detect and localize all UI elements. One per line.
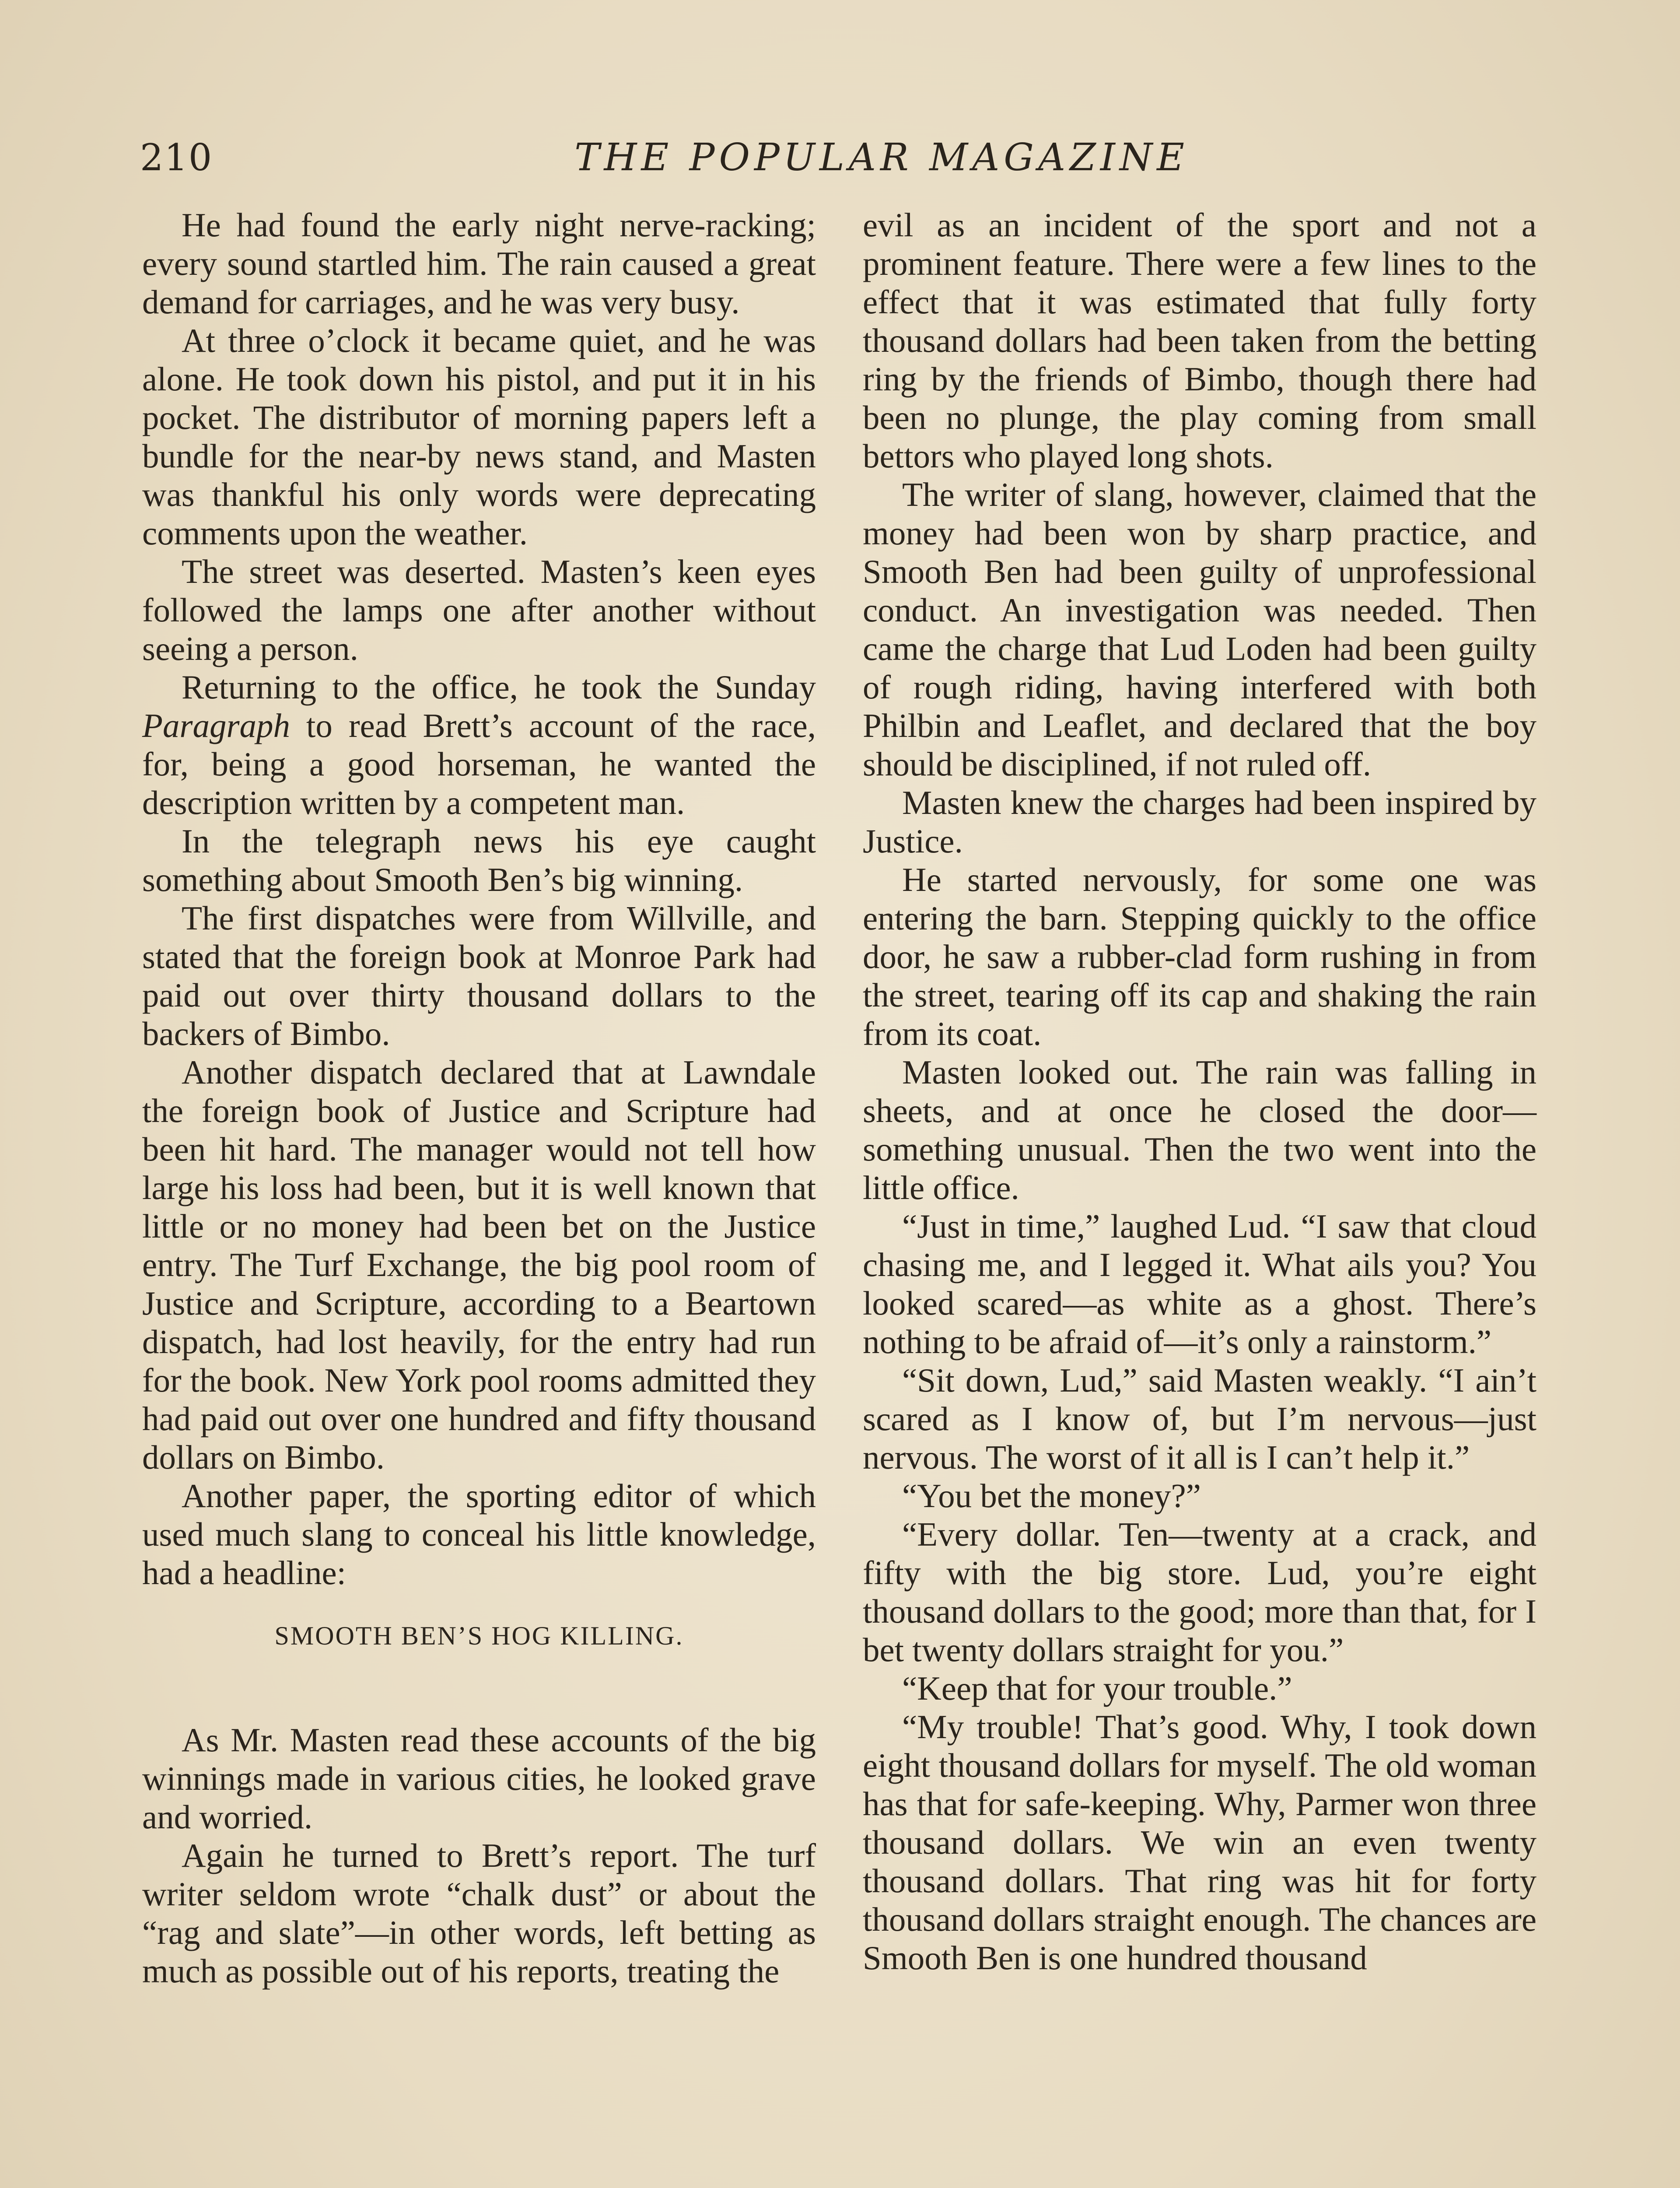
paragraph (142, 668, 816, 822)
running-title: THE POPULAR MAGAZINE (574, 136, 1189, 179)
paragraph: He started nervously, for some one was entering the barn. Stepping quickly to the office door, he saw a rubber-clad form rushing in from the street, tearing off its cap and shaking the rain from its coat. (863, 861, 1536, 1052)
paragraph: Again he turned to Brett’s report. The turf writer seldom wrote “chalk dust” or about the “rag and slate”—in other words, left betting as much as possible out of his reports, treating the (142, 1837, 816, 1990)
newspaper-title: Paragraph (142, 707, 290, 744)
paragraph: “Every dollar. Ten—twenty at a crack, and fifty with the big store. Lud, you’re eight thousand dollars to the good; more than that, for I bet twenty dollars straight for you.” (863, 1515, 1536, 1669)
newspaper-headline: SMOOTH BEN’S HOG KILLING. (274, 1621, 684, 1650)
paragraph: “Sit down, Lud,” said Masten weakly. “I ain’t scared as I know of, but I’m nervous—just nervous. The worst of it all is I can’t help it.” (863, 1361, 1536, 1476)
paragraph: “My trouble! That’s good. Why, I took down eight thousand dollars for myself. The old woman has that for safe-keeping. Why, Parmer won three thousand dollars. We win an even twenty thousand dollars. That ring was hit for forty thousand dollars straight enough. The chances are Smooth Ben is one hundred thousand (863, 1708, 1536, 1977)
paragraph: As Mr. Masten read these accounts of the big winnings made in various cities, he looked grave and worried. (142, 1721, 816, 1836)
page-number: 210 (140, 136, 213, 179)
paragraph: Another dispatch declared that at Lawndale the foreign book of Justice and Scripture had been hit hard. The manager would not tell how large his loss had been, but it is well known that little or no money had been bet on the Justice entry. The Turf Exchange, the big pool room of Justice and Scripture, according to a Beartown dispatch, had lost heavily, for the entry had run for the book. New York pool rooms admitted they had paid out over one hundred and fifty thousand dollars on Bimbo. (142, 1053, 816, 1476)
paragraph: The writer of slang, however, claimed that the money had been won by sharp practice, and Smooth Ben had been guilty of unprofessional conduct. An investigation was needed. Then came the charge that Lud Loden had been guilty of rough riding, having interfered with both Philbin and Leaflet, and declared that the boy should be disciplined, if not ruled off. (863, 476, 1536, 783)
paragraph: “You bet the money?” (902, 1477, 1201, 1515)
paragraph: He had found the early night nerve-racking; every sound startled him. The rain caused a great demand for carriages, and he was very busy. (142, 206, 816, 321)
paragraph: “Keep that for your trouble.” (902, 1669, 1292, 1707)
paragraph: “Just in time,” laughed Lud. “I saw that cloud chasing me, and I legged it. What ails you? You looked scared—as white as a ghost. There’s nothing to be afraid of—it’s only a rainstorm.” (863, 1207, 1536, 1360)
paragraph: In the telegraph news his eye caught something about Smooth Ben’s big winning. (142, 822, 816, 898)
paragraph-continued: evil as an incident of the sport and not a prominent feature. There were a few lines to the effect that it was estimated that fully forty thousand dollars had been taken from the betting ring by the friends of Bimbo, though there had been no plunge, the play coming from small bettors who played long shots. (863, 206, 1536, 475)
paragraph: The first dispatches were from Willville, and stated that the foreign book at Monroe Park had paid out over thirty thousand dollars to the backers of Bimbo. (142, 899, 816, 1052)
paragraph: Masten knew the charges had been inspired by Justice. (863, 784, 1536, 860)
paragraph: Masten looked out. The rain was falling in sheets, and at once he closed the door—something unusual. Then the two went into the little office. (863, 1053, 1536, 1206)
paragraph: Another paper, the sporting editor of which used much slang to conceal his little knowledge, had a headline: (142, 1477, 816, 1592)
right-column (863, 206, 1536, 2188)
paragraph: At three o’clock it became quiet, and he was alone. He took down his pistol, and put it in his pocket. The distributor of morning papers left a bundle for the near-by news stand, and Masten was thankful his only words were deprecating comments upon the weather. (142, 322, 816, 552)
text-run: to read Brett’s account of the race, for, being a good horseman, he wanted the description written by a competent man. (142, 707, 816, 821)
left-column (142, 206, 816, 2188)
paragraph: The street was deserted. Masten’s keen eyes followed the lamps one after another without seeing a person. (142, 553, 816, 667)
page-header (140, 127, 1544, 188)
text-run: Returning to the office, he took the Sunday (182, 668, 816, 706)
